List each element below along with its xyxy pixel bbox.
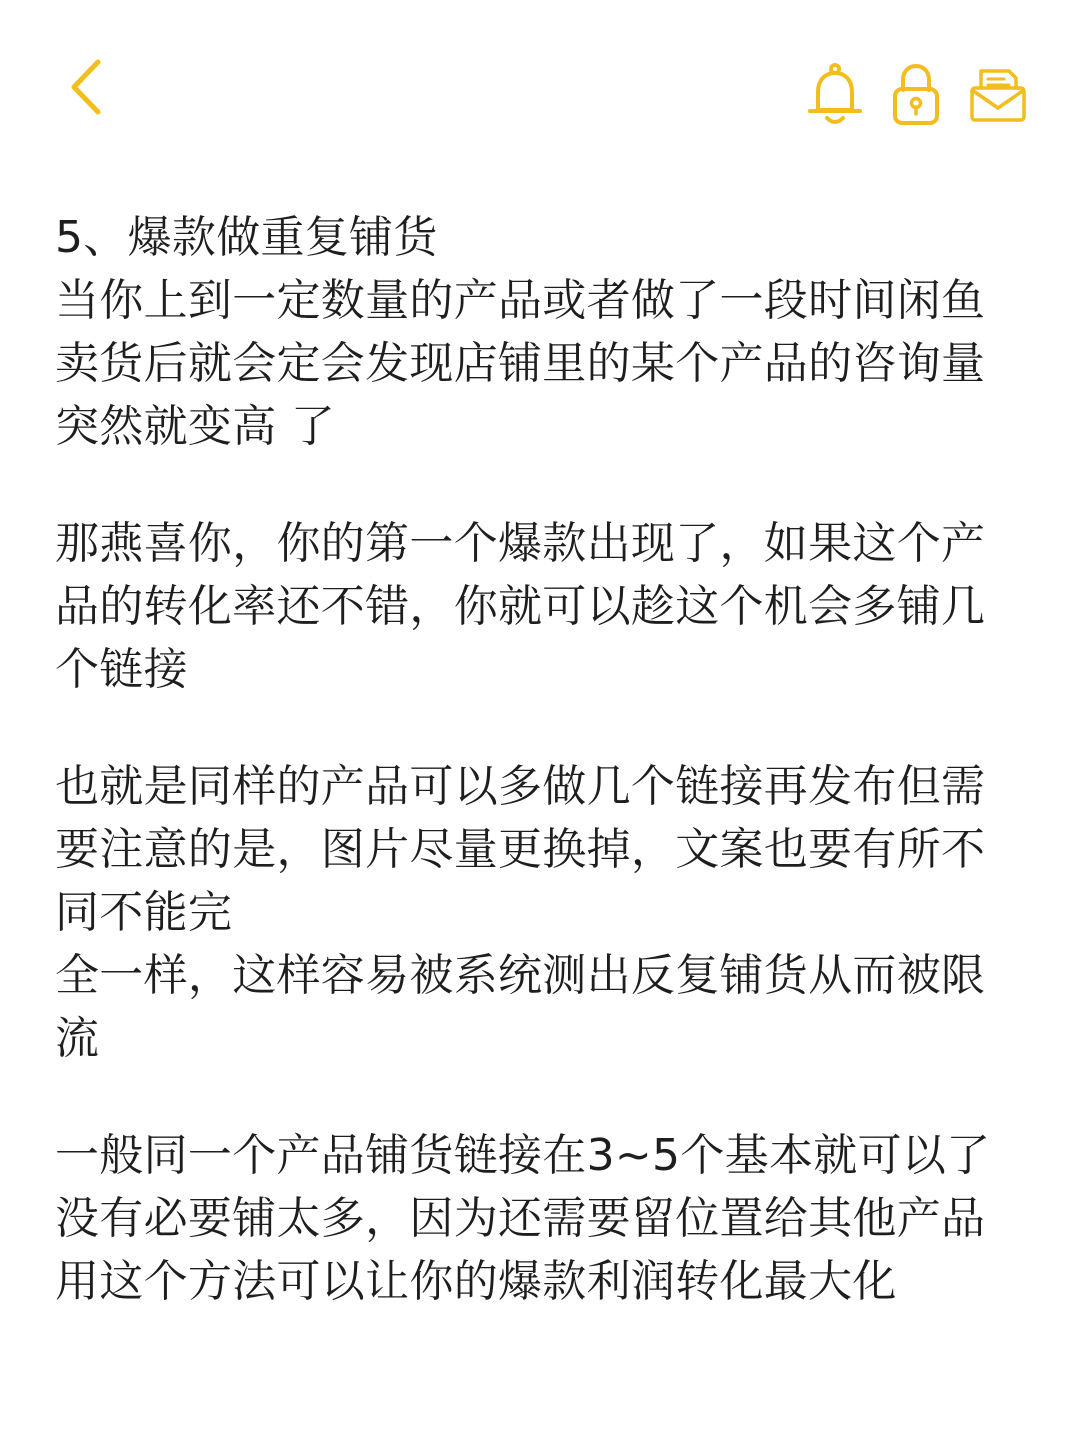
note-line: 卖货后就会定会发现店铺里的某个产品的咨询量: [55, 338, 986, 389]
note-line: 要注意的是，图片尽量更换掉，文案也要有所不: [55, 824, 986, 875]
note-line: 流: [55, 1013, 100, 1064]
share-button[interactable]: [966, 62, 1030, 126]
note-paragraph: [55, 512, 1015, 701]
chevron-left-icon: [60, 52, 116, 122]
reminder-button[interactable]: [804, 60, 866, 128]
note-line: 当你上到一定数量的产品或者做了一段时间闲鱼: [55, 275, 986, 326]
note-line: 全一样，这样容易被系统测出反复铺货从而被限: [55, 950, 986, 1001]
note-line: 品的转化率还不错，你就可以趁这个机会多铺几: [55, 581, 986, 632]
note-line: 个链接: [55, 644, 188, 695]
paragraph-gap: [55, 1070, 1015, 1124]
note-paragraph: [55, 755, 1015, 1070]
note-line: 也就是同样的产品可以多做几个链接再发布但需: [55, 761, 986, 812]
paragraph-gap: [55, 458, 1015, 512]
note-heading: 5、爆款做重复铺货: [55, 212, 438, 263]
note-line: 突然就变高 了: [55, 401, 336, 452]
note-line: 没有必要铺太多，因为还需要留位置给其他产品: [55, 1193, 986, 1244]
back-button[interactable]: [60, 52, 116, 122]
note-toolbar: [0, 0, 1080, 150]
note-line: 一般同一个产品铺货链接在3~5个基本就可以了: [55, 1130, 991, 1181]
mail-icon: [966, 62, 1030, 126]
note-line: 同不能完: [55, 887, 233, 938]
bell-icon: [804, 60, 866, 128]
note-paragraph: [55, 1124, 1015, 1313]
note-line: 那燕喜你，你的第一个爆款出现了，如果这个产: [55, 518, 986, 569]
lock-icon: [886, 60, 946, 128]
note-paragraph: [55, 206, 1015, 458]
paragraph-gap: [55, 701, 1015, 755]
note-line: 用这个方法可以让你的爆款利润转化最大化: [55, 1256, 897, 1307]
lock-button[interactable]: [886, 60, 946, 128]
note-body[interactable]: [55, 206, 1015, 1313]
